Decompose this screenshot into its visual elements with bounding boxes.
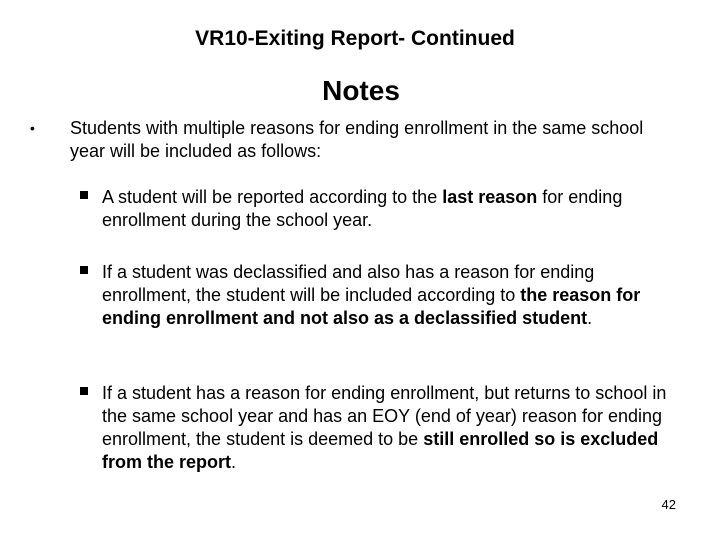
sub-bullet-text-plain: .	[587, 308, 593, 328]
slide-title: VR10-Exiting Report- Continued	[195, 27, 515, 50]
notes-heading: Notes	[322, 75, 400, 106]
sub-bullet-text	[102, 261, 672, 330]
square-bullet-icon	[80, 387, 88, 395]
sub-bullet-text-bold: still enrolled so is excluded from the report	[102, 429, 659, 472]
sub-bullet-text-bold: last reason	[442, 187, 538, 207]
sub-bullet-text-bold: the reason for ending enrollment and not also as a declassified student	[102, 285, 641, 328]
bullet-dot-icon: •	[30, 120, 35, 136]
sub-bullet-text-plain: If a student was declassified and also has a reason for ending enrollment, the student will be included according to	[102, 262, 595, 305]
sub-bullet-text-plain: .	[231, 452, 237, 472]
square-bullet-icon	[80, 266, 88, 274]
sub-bullet-text-plain: If a student has a reason for ending enrollment, but returns to school in the same school year and has an EOY (end of year) reason for ending enrollment, the student is deemed to be	[102, 383, 667, 449]
square-bullet-icon	[80, 191, 88, 199]
page-number: 42	[661, 497, 676, 512]
sub-bullet-text-plain: A student will be reported according to the	[102, 187, 443, 207]
sub-bullet-text	[102, 382, 672, 474]
sub-bullet-text	[102, 186, 672, 232]
sub-bullet-text-plain: for ending enrollment during the school year.	[102, 187, 623, 230]
main-bullet-text: Students with multiple reasons for ending enrollment in the same school year will be included as follows:	[70, 118, 644, 161]
